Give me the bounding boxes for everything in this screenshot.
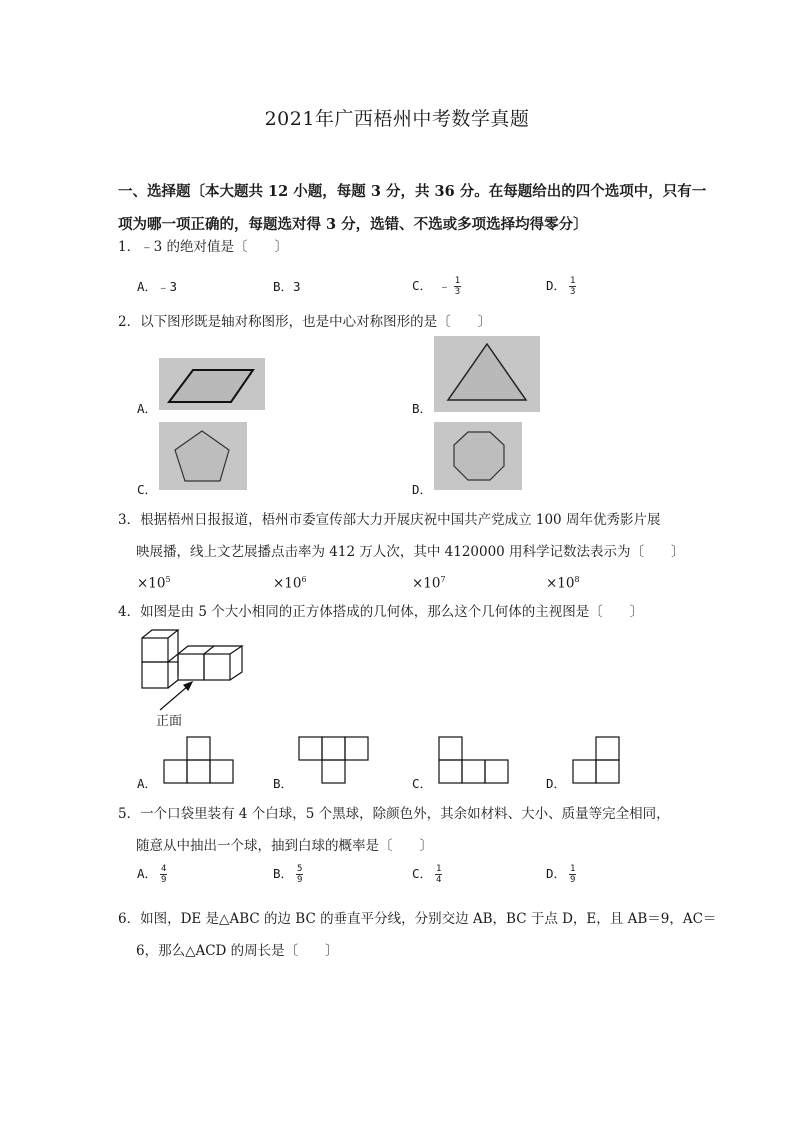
fraction-denominator: 3 <box>570 287 576 297</box>
q1-option-d <box>546 276 576 297</box>
q5-option-b-fraction <box>296 864 303 885</box>
q4-option-c-view <box>438 736 510 788</box>
q3-option-c-text: ×10 <box>412 575 441 592</box>
q4-option-a-view <box>163 736 235 788</box>
question-1-stem: 1．﹣3 的绝对值是〔 〕 <box>118 239 288 255</box>
q1-option-c <box>412 276 461 297</box>
question-2-stem: 2．以下图形既是轴对称图形，也是中心对称图形的是〔 〕 <box>118 314 492 330</box>
front-view-label: 正面 <box>156 714 183 729</box>
q3-option-a-text: ×10 <box>137 575 166 592</box>
q5-option-a-prefix: A． <box>137 866 158 881</box>
fraction-denominator: 3 <box>454 287 461 297</box>
q4-option-a-label: A． <box>137 776 158 791</box>
page-title: 2021年广西梧州中考数学真题 <box>264 108 530 130</box>
question-6-line1: 6．如图，DE 是△ABC 的边 BC 的垂直平分线，分别交边 AB，BC 于点 D，E，且 AB＝9，AC＝ <box>118 911 717 927</box>
q4-option-d-view <box>572 736 622 788</box>
q1-option-c-prefix: C． ﹣ <box>412 278 451 293</box>
q2-option-d-label: D． <box>412 482 433 497</box>
fraction-denominator: 4 <box>436 875 442 885</box>
q1-option-d-fraction <box>569 276 576 297</box>
cube-solid-figure <box>140 628 250 713</box>
q5-option-c <box>412 864 442 885</box>
section-heading <box>118 175 707 241</box>
q3-option-b-text: ×10 <box>273 575 302 592</box>
fraction-numerator: 4 <box>161 864 167 874</box>
fraction-denominator: 9 <box>297 875 303 885</box>
q1-option-d-prefix: D． <box>546 278 567 293</box>
q2-option-a-label: A． <box>137 401 158 416</box>
fraction-numerator: 1 <box>436 864 442 874</box>
question-5-line2: 随意从中抽出一个球，抽到白球的概率是〔 〕 <box>136 838 433 854</box>
question-3-stem <box>118 504 685 568</box>
q5-option-c-prefix: C． <box>412 866 433 881</box>
q3-option-b <box>273 571 307 593</box>
q3-option-d-text: ×10 <box>546 575 575 592</box>
q5-option-b-prefix: B． <box>273 866 294 881</box>
q5-option-b <box>273 864 303 885</box>
q4-option-b-view <box>298 736 370 788</box>
q1-option-b: B．3 <box>273 279 301 294</box>
question-4-stem: 4．如图是由 5 个大小相同的正方体搭成的几何体，那么这个几何体的主视图是〔 〕 <box>118 604 644 620</box>
q4-option-b-label: B． <box>273 776 294 791</box>
question-3-line2: 映展播，线上文艺展播点击率为 412 万人次，其中 4120000 用科学记数法表示为〔 〕 <box>136 544 685 560</box>
q3-option-a-exponent: 5 <box>165 575 171 584</box>
q5-option-a <box>137 864 167 885</box>
fraction-numerator: 1 <box>570 864 576 874</box>
section-heading-line2: 项为哪一项正确的，每题选对得 3 分，选错、不选或多项选择均得零分〕 <box>118 216 588 233</box>
question-5-line1: 5．一个口袋里装有 4 个白球，5 个黑球，除颜色外，其余如材料、大小、质量等完全相同， <box>118 806 670 822</box>
q5-option-c-fraction <box>435 864 442 885</box>
q3-option-a <box>137 571 171 593</box>
fraction-numerator: 5 <box>297 864 303 874</box>
q4-option-c-label: C． <box>412 776 433 791</box>
q3-option-d-exponent: 8 <box>574 575 580 584</box>
triangle-icon <box>434 336 540 412</box>
q5-option-d <box>546 864 576 885</box>
q3-option-d <box>546 571 580 593</box>
q3-option-c-exponent: 7 <box>440 575 446 584</box>
fraction-numerator: 1 <box>454 276 461 286</box>
parallelogram-icon <box>159 358 265 410</box>
q2-option-c-label: C． <box>137 482 158 497</box>
question-5-stem <box>118 798 680 862</box>
octagon-icon <box>434 422 522 490</box>
q3-option-b-exponent: 6 <box>301 575 307 584</box>
question-3-line1: 3．根据梧州日报报道，梧州市委宣传部大力开展庆祝中国共产党成立 100 周年优秀影片展 <box>118 512 661 528</box>
q5-option-d-fraction <box>569 864 576 885</box>
q2-option-b-label: B． <box>412 401 433 416</box>
pentagon-icon <box>159 422 247 490</box>
q5-option-a-fraction <box>160 864 167 885</box>
fraction-denominator: 9 <box>161 875 167 885</box>
q3-option-c <box>412 571 446 593</box>
q1-option-a: A．﹣3 <box>137 279 178 294</box>
q4-option-d-label: D． <box>546 776 567 791</box>
question-6-stem <box>118 903 717 967</box>
section-heading-line1: 一、选择题〔本大题共 12 小题，每题 3 分，共 36 分。在每题给出的四个选项中，只有一 <box>118 183 707 200</box>
fraction-numerator: 1 <box>570 276 576 286</box>
q5-option-d-prefix: D． <box>546 866 567 881</box>
fraction-denominator: 9 <box>570 875 576 885</box>
question-6-line2: 6，那么△ACD 的周长是〔 〕 <box>136 943 339 959</box>
q1-option-c-fraction <box>454 276 461 297</box>
